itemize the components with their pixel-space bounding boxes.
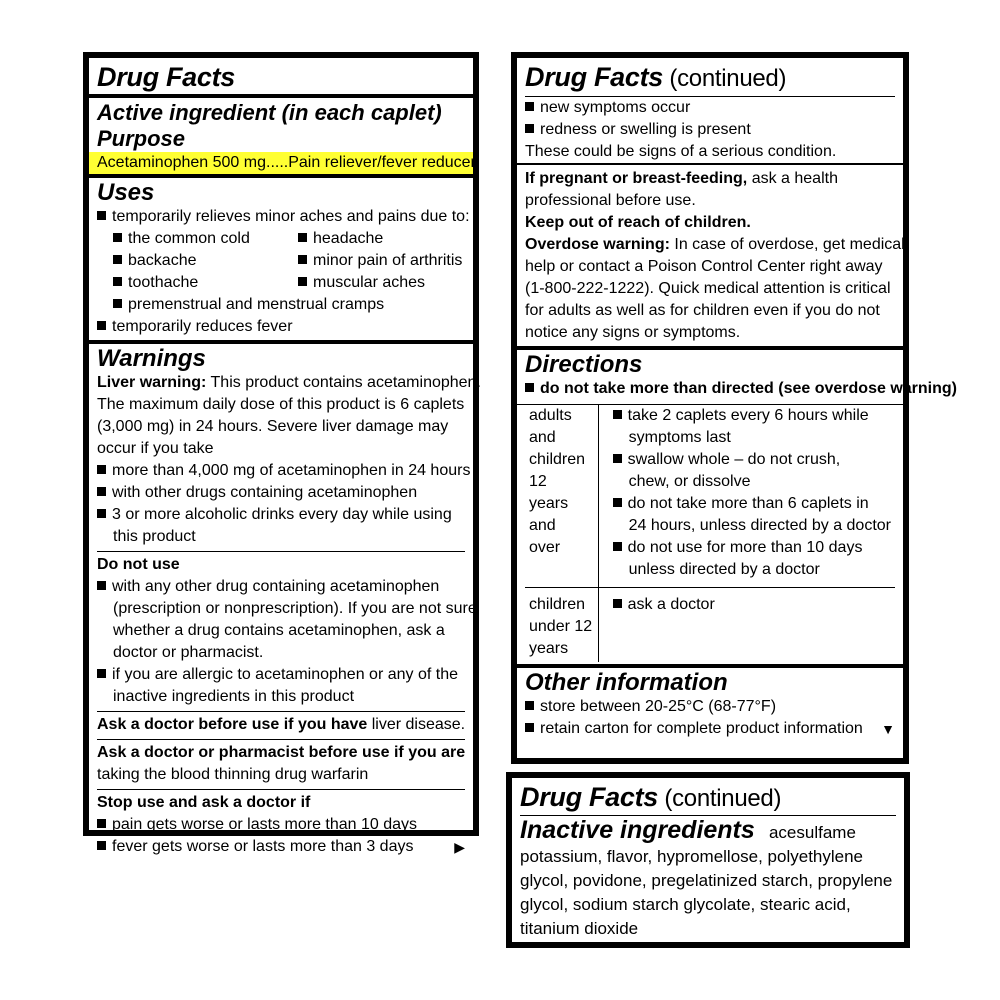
uses-title: Uses — [97, 179, 155, 206]
divider — [97, 739, 465, 740]
ask-pharmacist-line: Ask a doctor or pharmacist before use if you are — [97, 744, 466, 761]
active-ingredient-header: Active ingredient (in each caplet) Purpose — [97, 100, 442, 151]
continue-arrow-icon: ▶ — [454, 839, 465, 855]
bullet-icon — [298, 277, 307, 286]
uses-item-grid — [97, 228, 465, 294]
drug-facts-panel-bottom — [506, 772, 910, 948]
bullet-icon — [298, 233, 307, 242]
warnings-title: Warnings — [97, 345, 206, 372]
bullet-icon — [97, 487, 106, 496]
continued-title: Drug Facts (continued) — [520, 782, 782, 812]
bullet-icon — [298, 255, 307, 264]
directions-note: do not take more than directed (see overdose warning) — [525, 378, 895, 400]
other-info-bullet: retain carton for complete product information ▼ — [525, 718, 895, 740]
overdose-line: Overdose warning: In case of overdose, get medical — [525, 236, 905, 253]
dnu-bullet-cont: doctor or pharmacist. — [113, 644, 264, 661]
symptom-bullet: redness or swelling is present — [525, 119, 895, 141]
liver-bullet: with other drugs containing acetaminophen — [97, 482, 465, 504]
liver-warning-line: (3,000 mg) in 24 hours. Severe liver damage may — [97, 418, 449, 435]
drug-facts-title: Drug Facts — [97, 62, 236, 92]
bullet-icon — [613, 599, 622, 608]
bullet-icon — [113, 255, 122, 264]
directions-section — [517, 346, 957, 664]
uses-item: the common cold — [113, 228, 298, 250]
uses-item: toothache — [113, 272, 298, 294]
dnu-bullet-cont: inactive ingredients in this product — [113, 688, 355, 705]
dnu-bullet-cont: whether a drug contains acetaminophen, ask a — [113, 622, 445, 639]
dosage-bullet: swallow whole – do not crush, — [613, 449, 891, 471]
inactive-title: Inactive ingredients — [520, 816, 755, 844]
inactive-line: titanium dioxide — [520, 919, 639, 938]
age-cell: adults and children 12 years and over — [525, 405, 598, 588]
drug-facts-header — [89, 58, 473, 94]
continued-header — [517, 58, 903, 163]
active-ingredient-line: Acetaminophen 500 mg.....Pain reliever/fever reducer — [89, 152, 473, 174]
drug-facts-panel-left — [83, 52, 481, 855]
liver-bullet: 3 or more alcoholic drinks every day while using — [97, 504, 465, 526]
bullet-icon — [613, 542, 622, 551]
keep-out-line: Keep out of reach of children. — [525, 214, 751, 231]
dosage-cell: take 2 caplets every 6 hours while symptoms last swallow whole – do not crush, chew, or dissolve do not take more than 6 caplets in 24 hours, unless directed by a doctor do not use for more than 10 days unless directed by a doctor — [598, 405, 895, 588]
bullet-icon — [525, 102, 534, 111]
stop-use-heading: Stop use and ask a doctor if — [97, 794, 311, 811]
uses-item: minor pain of arthritis — [298, 250, 465, 272]
stop-bullet: pain gets worse or lasts more than 10 days — [97, 814, 465, 836]
bullet-icon — [97, 211, 106, 220]
dosage-bullet: ask a doctor — [613, 594, 891, 616]
do-not-use-heading: Do not use — [97, 556, 180, 573]
inactive-line: glycol, povidone, pregelatinized starch, propylene — [520, 871, 893, 890]
continue-arrow-icon: ▼ — [881, 721, 895, 737]
liver-warning-line: Liver warning: This product contains acetaminophen. — [97, 374, 481, 391]
overdose-line: notice any signs or symptoms. — [525, 324, 741, 341]
inactive-line: potassium, flavor, hypromellose, polyethylene — [520, 847, 864, 866]
bullet-icon — [113, 299, 122, 308]
bullet-icon — [97, 321, 106, 330]
dosage-bullet: do not use for more than 10 days — [613, 537, 891, 559]
uses-section — [89, 174, 473, 340]
pregnancy-overdose-section — [517, 163, 903, 346]
other-info-title: Other information — [525, 669, 728, 696]
bullet-icon — [113, 277, 122, 286]
age-cell: children under 12 years — [525, 588, 598, 663]
other-info-bullet: store between 20-25°C (68-77°F) — [525, 696, 895, 718]
dnu-bullet-cont: (prescription or nonprescription). If you are not sure — [113, 600, 477, 617]
bullet-icon — [613, 454, 622, 463]
bullet-icon — [613, 410, 622, 419]
uses-line: temporarily relieves minor aches and pains due to: — [97, 206, 465, 228]
bullet-icon — [97, 509, 106, 518]
bullet-icon — [97, 841, 106, 850]
uses-item: premenstrual and menstrual cramps — [97, 294, 465, 316]
bullet-icon — [525, 701, 534, 710]
bullet-icon — [97, 819, 106, 828]
bullet-icon — [97, 465, 106, 474]
liver-warning-line: occur if you take — [97, 440, 214, 457]
uses-line: temporarily reduces fever — [97, 316, 465, 338]
divider — [97, 711, 465, 712]
liver-bullet: more than 4,000 mg of acetaminophen in 24 hours — [97, 460, 465, 482]
ask-pharmacist-rest: taking the blood thinning drug warfarin — [97, 766, 369, 783]
table-row — [525, 588, 895, 663]
overdose-line: help or contact a Poison Control Center right away — [525, 258, 883, 275]
dosage-bullet: take 2 caplets every 6 hours while — [613, 405, 891, 427]
pregnancy-line: If pregnant or breast-feeding, ask a health — [525, 170, 838, 187]
other-info-section — [517, 664, 903, 742]
table-row — [525, 405, 895, 588]
bullet-icon — [525, 383, 534, 392]
directions-table — [525, 405, 895, 662]
uses-item: headache — [298, 228, 465, 250]
bullet-icon — [97, 669, 106, 678]
bullet-icon — [113, 233, 122, 242]
dosage-cell — [598, 588, 895, 663]
stop-bullet: fever gets worse or lasts more than 3 days ▶ — [97, 836, 465, 858]
inactive-first-line: Inactive ingredients acesulfame — [520, 816, 856, 844]
bullet-icon — [525, 124, 534, 133]
bullet-icon — [613, 498, 622, 507]
signs-line: These could be signs of a serious condition. — [525, 143, 837, 160]
drug-facts-panel-right — [511, 52, 957, 764]
uses-item: backache — [113, 250, 298, 272]
bullet-icon — [525, 723, 534, 732]
active-ingredient-section — [89, 94, 476, 174]
warnings-section — [89, 340, 481, 860]
symptom-bullet: new symptoms occur — [525, 97, 895, 119]
dosage-bullet: do not take more than 6 caplets in — [613, 493, 891, 515]
liver-bullet-cont: this product — [113, 528, 196, 545]
inactive-line: glycol, sodium starch glycolate, stearic acid, — [520, 895, 851, 914]
pregnancy-line: professional before use. — [525, 192, 696, 209]
dnu-bullet: with any other drug containing acetaminophen — [97, 576, 465, 598]
dnu-bullet: if you are allergic to acetaminophen or any of the — [97, 664, 465, 686]
overdose-line: for adults as well as for children even if you do not — [525, 302, 880, 319]
directions-title: Directions — [525, 351, 643, 378]
bullet-icon — [97, 581, 106, 590]
continued-title: Drug Facts (continued) — [525, 62, 787, 92]
divider — [97, 551, 465, 552]
liver-warning-line: The maximum daily dose of this product is 6 caplets — [97, 396, 465, 413]
divider — [97, 789, 465, 790]
inactive-section — [512, 778, 904, 943]
uses-item: muscular aches — [298, 272, 465, 294]
ask-doctor-line: Ask a doctor before use if you have liver disease. — [97, 716, 466, 733]
overdose-line: (1-800-222-1222). Quick medical attention is critical — [525, 280, 891, 297]
